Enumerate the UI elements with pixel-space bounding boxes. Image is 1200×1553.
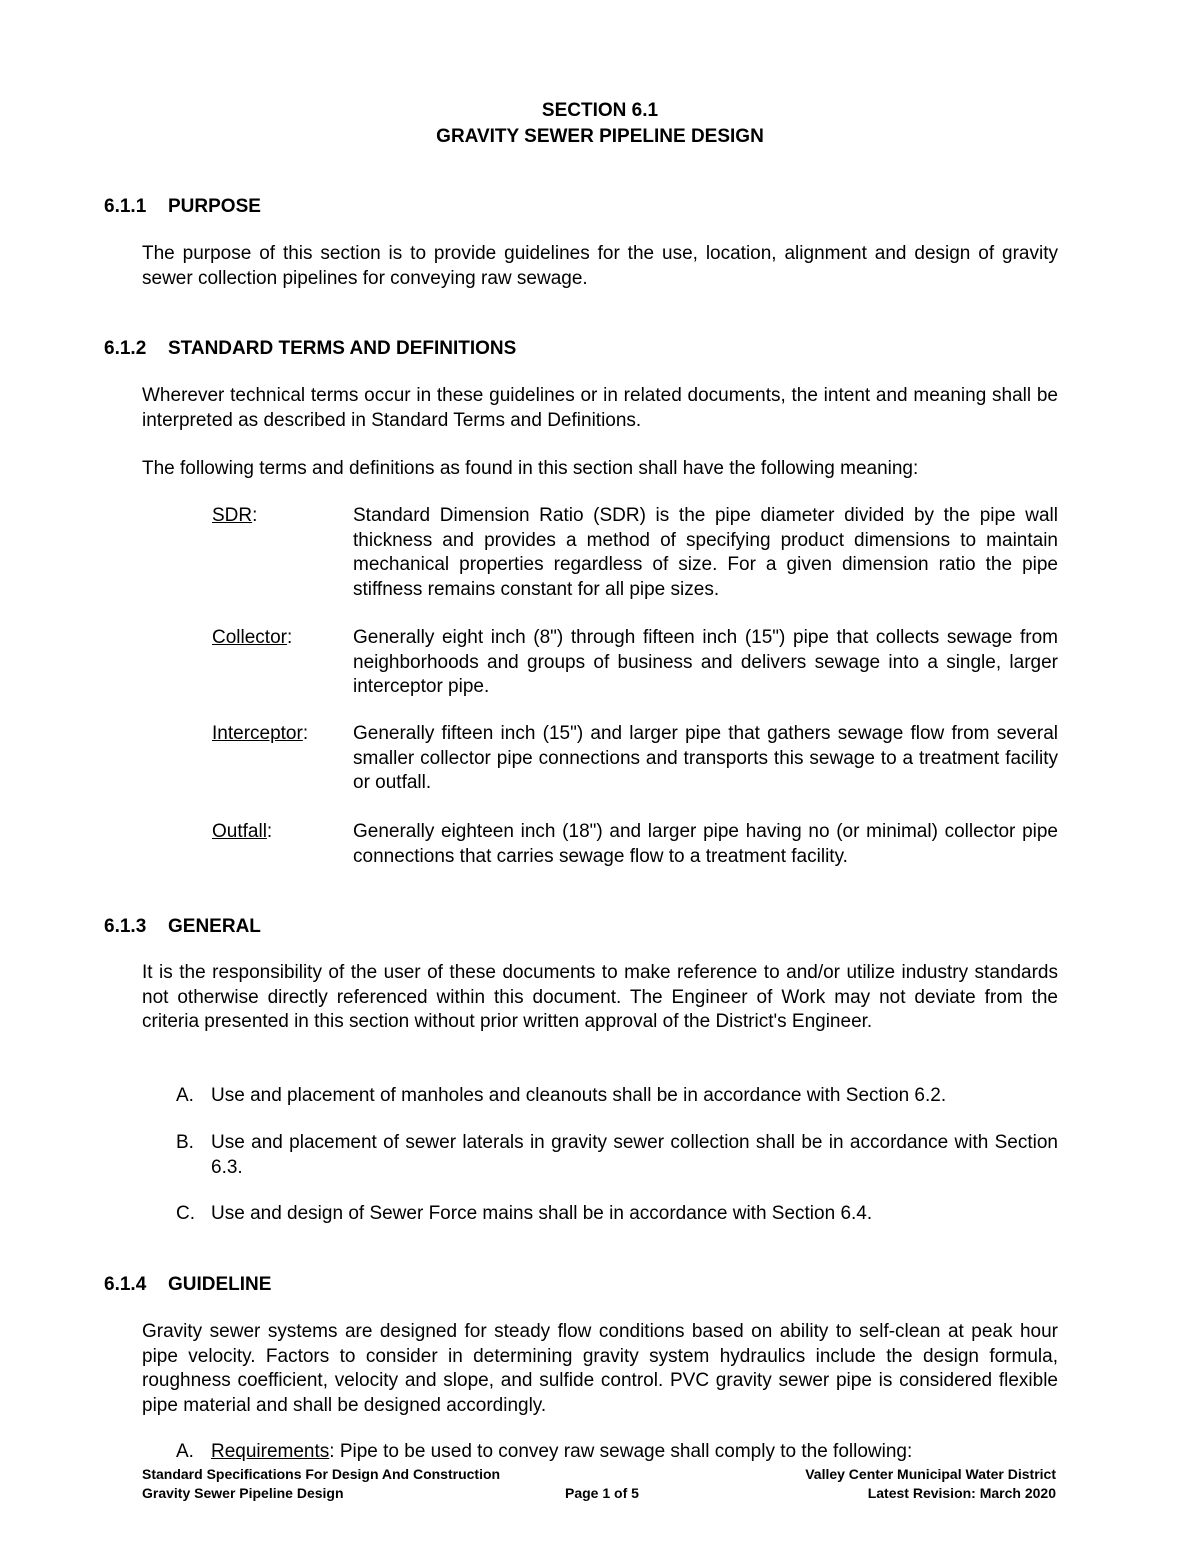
footer-page-number: Page 1 of 5 (565, 1485, 639, 1501)
heading-terms (104, 336, 516, 362)
heading-general (104, 914, 261, 940)
footer-right-line2: Latest Revision: March 2020 (867, 1485, 1056, 1501)
term-interceptor (212, 722, 308, 747)
list-marker: C. (176, 1203, 195, 1224)
heading-text: STANDARD TERMS AND DEFINITIONS (168, 338, 517, 359)
definition-sdr: Standard Dimension Ratio (SDR) is the pipe diameter divided by the pipe wall thickness and provides a method of specifying product dimensions to maintain mechanical properties regardless of size. For a given dimension ratio the pipe stiffness remains constant for all pipe sizes. (353, 505, 1058, 600)
list-marker: A. (176, 1085, 194, 1106)
footer-left-line2: Gravity Sewer Pipeline Design (142, 1485, 344, 1501)
heading-number: 6.1.2 (104, 338, 147, 359)
term-collector (212, 626, 292, 651)
guideline-paragraph: Gravity sewer systems are designed for steady flow conditions based on ability to self-clean at peak hour pipe velocity. Factors to consider in determining gravity system hydraulics include the design formula, roughness coefficient, velocity and slope, and sulfide control. PVC gravity sewer pipe is considered flexible pipe material and shall be designed accordingly. (142, 1321, 1058, 1416)
heading-number: 6.1.4 (104, 1274, 147, 1295)
terms-intro-paragraph: Wherever technical terms occur in these guidelines or in related documents, the intent and meaning shall be interpreted as described in Standard Terms and Definitions. (142, 385, 1058, 431)
definition-outfall: Generally eighteen inch (18") and larger pipe having no (or minimal) collector pipe connections that carries sewage flow to a treatment facility. (353, 821, 1058, 867)
term-label: Outfall (212, 821, 267, 842)
footer-left-line1: Standard Specifications For Design And Construction (142, 1466, 501, 1482)
term-label: Interceptor (212, 723, 303, 744)
heading-purpose (104, 194, 261, 220)
requirements-text: : Pipe to be used to convey raw sewage shall comply to the following: (329, 1441, 913, 1462)
list-item-text: Use and placement of sewer laterals in gravity sewer collection shall be in accordance with Section 6.3. (211, 1132, 1058, 1178)
footer-right-line1: Valley Center Municipal Water District (805, 1466, 1056, 1482)
section-number-title: SECTION 6.1 (541, 100, 659, 121)
general-paragraph: It is the responsibility of the user of these documents to make reference to and/or utilize industry standards not otherwise directly referenced within this document. The Engineer of Work may not deviate from the criteria presented in this section without prior written approval of the District's Engineer. (142, 962, 1058, 1032)
heading-text: GENERAL (168, 916, 261, 937)
requirements-label: Requirements (211, 1441, 330, 1462)
heading-guideline (104, 1272, 271, 1298)
heading-number: 6.1.3 (104, 916, 147, 937)
term-colon: : (252, 505, 258, 526)
term-label: SDR (212, 505, 253, 526)
terms-meaning-paragraph: The following terms and definitions as found in this section shall have the following meaning: (142, 458, 919, 479)
term-colon: : (266, 821, 273, 842)
term-sdr (212, 504, 257, 529)
heading-text: PURPOSE (168, 196, 261, 217)
term-colon: : (286, 627, 293, 648)
list-item-text: Use and design of Sewer Force mains shall be in accordance with Section 6.4. (211, 1203, 873, 1224)
term-label: Collector (212, 627, 287, 648)
list-marker: B. (176, 1132, 194, 1153)
definition-interceptor: Generally fifteen inch (15") and larger pipe that gathers sewage flow from several smaller collector pipe connections and transports this sewage to a treatment facility or outfall. (353, 723, 1058, 793)
section-title: GRAVITY SEWER PIPELINE DESIGN (436, 126, 764, 147)
purpose-paragraph: The purpose of this section is to provide guidelines for the use, location, alignment and design of gravity sewer collection pipelines for conveying raw sewage. (142, 243, 1058, 289)
definition-collector: Generally eight inch (8") through fifteen inch (15") pipe that collects sewage from neighborhoods and groups of business and delivers sewage into a single, larger interceptor pipe. (353, 627, 1058, 697)
list-item-text: Use and placement of manholes and cleanouts shall be in accordance with Section 6.2. (211, 1085, 947, 1106)
heading-text: GUIDELINE (168, 1274, 272, 1295)
requirements-item (211, 1440, 1058, 1465)
term-outfall (212, 820, 272, 845)
list-marker: A. (176, 1441, 194, 1462)
heading-number: 6.1.1 (104, 196, 147, 217)
term-colon: : (302, 723, 309, 744)
